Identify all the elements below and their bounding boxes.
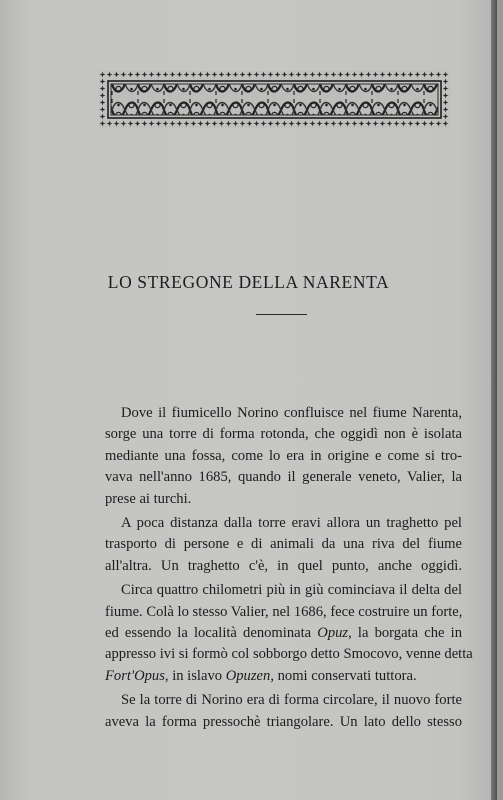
text-line: fiume. Colà lo stesso Valier, nel 1686, fece costruire un forte, (105, 603, 463, 620)
title-rule (256, 314, 307, 315)
text-line: all'altra. Un traghetto c'è, in quel punto, anche oggidì. (105, 557, 462, 574)
place-name: Fort'Opus (105, 667, 165, 684)
chapter-title: LO STREGONE DELLA NARENTA (107, 272, 390, 292)
text-line (105, 623, 462, 644)
text-line: appresso ivi si formò col sobborgo detto Smocovo, venne detta (105, 646, 473, 663)
paragraph (105, 403, 462, 510)
text-fragment: , in islavo (164, 667, 223, 684)
text-line: Se la torre di Norino era di forma circolare, il nuovo forte (121, 692, 462, 709)
text-line (105, 666, 462, 687)
chapter-body (105, 403, 473, 736)
text-line: Circa quattro chilometri più in giù cominciava il delta del (121, 582, 462, 599)
text-line: Dove il fiumicello Norino confluisce nel fiume Narenta, (121, 405, 462, 421)
paragraph (105, 580, 473, 687)
text-line: mediante una fossa, come lo era in origine e come si tro- (105, 447, 462, 464)
place-name: Opuz (317, 625, 349, 642)
text-line: vava nell'anno 1685, quando il generale veneto, Valier, la (105, 469, 462, 486)
text-fragment: , nomi conservati tuttora. (270, 667, 417, 684)
text-fragment: ed essendo la località denominata (105, 625, 312, 642)
page-edge (491, 0, 497, 800)
text-fragment: , la borgata che in (348, 625, 462, 642)
floral-ornament-icon (99, 71, 450, 128)
text-line: A poca distanza dalla torre eravi allora un traghetto pel (121, 515, 462, 532)
text-line: aveva la forma pressochè triangolare. Un lato dello stesso (105, 713, 462, 730)
text-line: sorge una torre di forma rotonda, che oggidì non è isolata (105, 426, 462, 443)
text-line: prese ai turchi. (105, 490, 192, 507)
paragraph (105, 513, 462, 577)
place-name: Opuzen (225, 667, 271, 684)
text-line: trasporto di persone e di animali da una riva del fiume (105, 536, 462, 553)
paragraph (105, 690, 462, 733)
